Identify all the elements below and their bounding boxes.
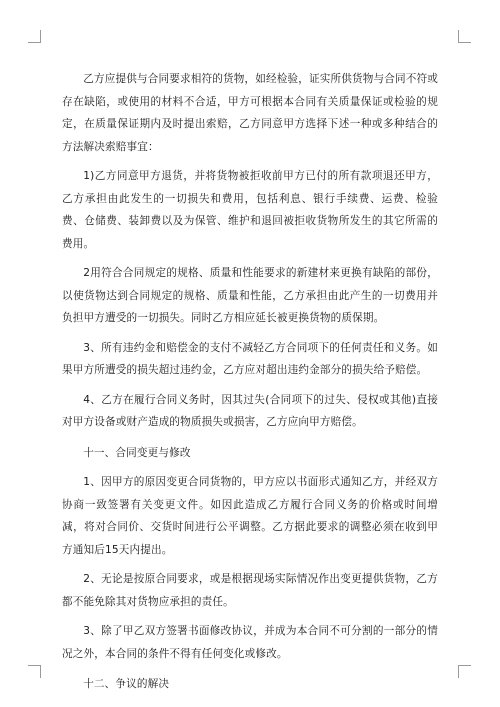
clause-2-replace-parts: 2用符合合同规定的规格、质量和性能要求的新建材来更换有缺陷的部份，以使货物达到合同规定的规格、质量和性能，乙方承担由此产生的一切费用并负担甲方遭受的一切损失。同时乙方相应延长被更换货物的质保期。 <box>62 267 438 324</box>
change-clause-1: 1、因甲方的原因变更合同货物的，甲方应以书面形式通知乙方，并经双方协商一致签署有关变更文件。如因此造成乙方履行合同义务的价格或时间增减，将对合同价、交货时间进行公平调整。乙方据此要求的调整必须在收到甲方通知后15天内提出。 <box>62 476 438 556</box>
crop-mark-top-left <box>28 30 41 43</box>
crop-mark-bottom-right <box>458 665 471 678</box>
section-heading-12: 十二、争议的解决 <box>83 678 170 690</box>
claim-paragraph: 乙方应提供与合同要求相符的货物，如经检验，证实所供货物与合同不符或存在缺陷，或使用的材料不合适，甲方可根据本合同有关质量保证或检验的规定，在质量保证期内及时提出索赔，乙方同意甲方选择下述一种或多种结合的方法解决索赔事宜： <box>62 73 438 153</box>
clause-3-penalties: 3、所有违约金和赔偿金的支付不减轻乙方合同项下的任何责任和义务。如果甲方所遭受的损失超过违约金，乙方应对超出违约金部分的损失给予赔偿。 <box>62 341 438 376</box>
crop-mark-top-right <box>458 30 471 43</box>
crop-mark-bottom-left <box>28 665 41 678</box>
clause-4-damages: 4、乙方在履行合同义务时，因其过失(合同项下的过失、侵权或其他)直接对甲方设备或财产造成的物质损失或损害，乙方应向甲方赔偿。 <box>62 393 438 428</box>
change-clause-3: 3、除了甲乙双方签署书面修改协议，并成为本合同不可分割的一部分的情况之外，本合同的条件不得有任何变化或修改。 <box>62 625 438 660</box>
section-heading-11: 十一、合同变更与修改 <box>83 446 191 459</box>
change-clause-2: 2、无论是按原合同要求，或是根据现场实际情况作出变更提供货物，乙方都不能免除其对货物应承担的责任。 <box>62 573 438 608</box>
document-body <box>62 68 438 696</box>
clause-1-return-goods: 1)乙方同意甲方退货，并将货物被拒收前甲方已付的所有款项退还甲方，乙方承担由此发生的一切损失和费用，包括利息、银行手续费、运费、检验费、仓储费、装卸费以及为保管、维护和退回被拒收货物所发生的其它所需的费用。 <box>62 170 438 250</box>
